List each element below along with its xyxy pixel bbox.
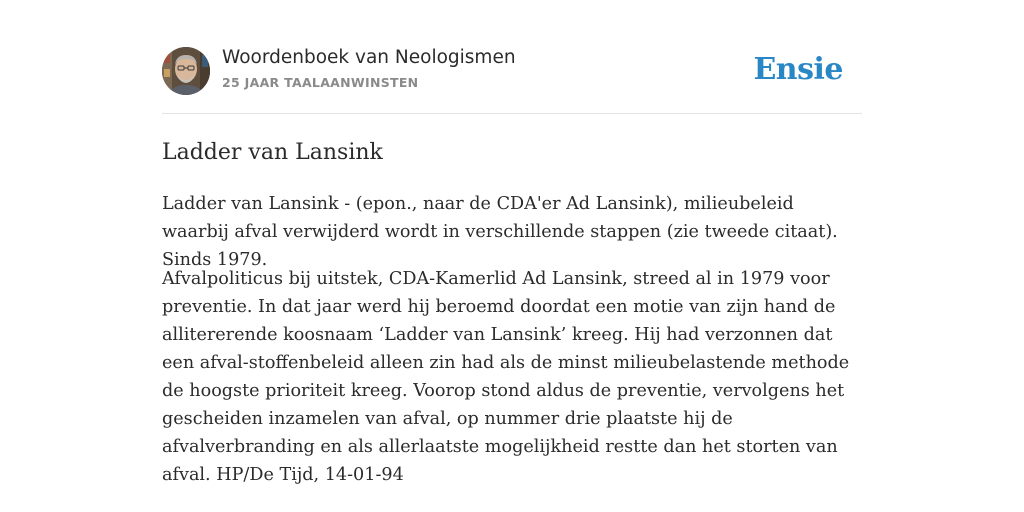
entry-definition: Ladder van Lansink - (epon., naar de CDA'er Ad Lansink), milieubeleid waarbij afval verwijderd wordt in verschillende stappen (zie tweede citaat). Sinds 1979. [162,194,838,270]
entry-title: Ladder van Lansink [162,140,383,165]
entry-quote: Afvalpoliticus bij uitstek, CDA-Kamerlid Ad Lansink, streed al in 1979 voor preventie. In dat jaar werd hij beroemd doordat een motie van zijn hand de allitererende koosnaam ‘Ladder van Lansink’ kreeg. Hij had verzonnen dat een afval-stoffenbeleid alleen zin had als de minst milieubelastende methode de hoogste prioriteit kreeg. Voorop stond aldus de preventie, vervolgens het gescheiden inzamelen van afval, op nummer drie plaatste hij de afvalverbranding en als allerlaatste mogelijkheid restte dan het storten van afval. HP/De Tijd, 14-01-94 [162,269,850,485]
header [162,0,862,114]
page [162,0,862,485]
ensie-logo[interactable]: Ensie [753,52,843,87]
avatar-portrait-image [162,47,210,95]
source-subtitle: 25 JAAR TAALAANWINSTEN [222,75,419,90]
author-avatar[interactable] [162,47,210,95]
source-title[interactable]: Woordenboek van Neologismen [222,47,516,68]
